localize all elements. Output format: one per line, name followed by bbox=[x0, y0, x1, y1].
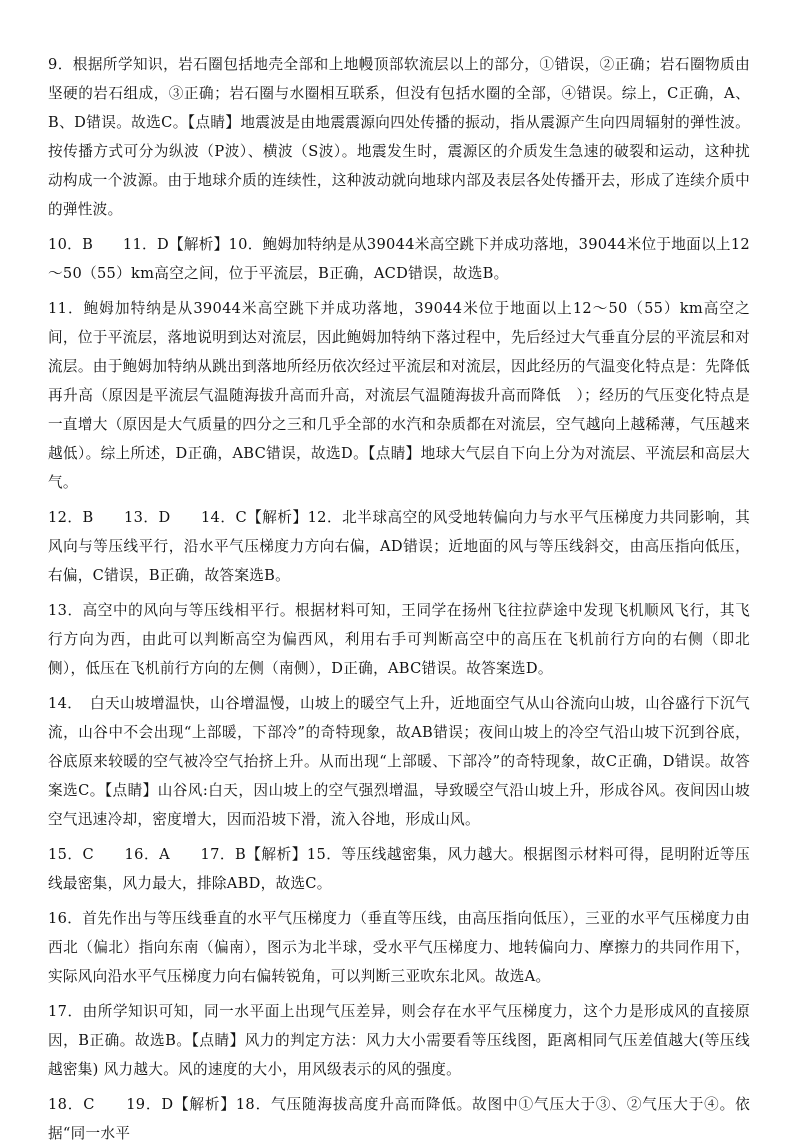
answer-paragraph-9: 9．根据所学知识，岩石圈包括地壳全部和上地幔顶部软流层以上的部分，①错误，②正确；岩石圈物质由坚硬的岩石组成，③正确；岩石圈与水圈相互联系，但没有包括水圈的全部，④错误。综上，C正确，A、B、D错误。故选C。【点睛】地震波是由地震震源向四处传播的振动，指从震源产生向四周辐射的弹性波。按传播方式可分为纵波（P波）、横波（S波）。地震发生时，震源区的介质发生急速的破裂和运动，这种扰动构成一个波源。由于地球介质的连续性，这种波动就向地球内部及表层各处传播开去，形成了连续介质中的弹性波。 bbox=[48, 56, 750, 218]
answer-paragraph-11: 11．鲍姆加特纳是从39044米高空跳下并成功落地，39044米位于地面以上12～50（55）km高空之间，位于平流层，落地说明到达对流层，因此鲍姆加特纳下落过程中，先后经过大气垂直分层的平流层和对流层。由于鲍姆加特纳从跳出到落地所经历依次经过平流层和对流层，因此经历的气温变化特点是：先降低再升高（原因是平流层气温随海拔升高而升高，对流层气温随海拔升高而降低 ）；经历的气压变化特点是一直增大（原因是大气质量的四分之三和几乎全部的水汽和杂质都在对流层，空气越向上越稀薄，气压越来越低）。综上所述，D正确，ABC错误，故选D。【点睛】地球大气层自下向上分为对流层、平流层和高层大气。 bbox=[48, 300, 750, 491]
answer-paragraph-17: 17．由所学知识可知，同一水平面上出现气压差异，则会存在水平气压梯度力，这个力是形成风的直接原因，B正确。故选B。【点睛】风力的判定方法：风力大小需要看等压线图，距离相同气压差值越大(等压线越密集) 风力越大。风的速度的大小，用风级表示的风的强度。 bbox=[48, 1003, 750, 1078]
answer-paragraph-15-17: 15．C 16．A 17．B【解析】15．等压线越密集，风力越大。根据图示材料可得，昆明附近等压线最密集，风力最大，排除ABD，故选C。 bbox=[48, 846, 750, 892]
answer-paragraph-18-19: 18．C 19．D【解析】18．气压随海拔高度升高而降低。故图中①气压大于③、②气压大于④。依据“同一水平 bbox=[48, 1096, 750, 1142]
answer-paragraph-14: 14． 白天山坡增温快，山谷增温慢，山坡上的暖空气上升，近地面空气从山谷流向山坡，山谷盛行下沉气流，山谷中不会出现“上部暖，下部冷”的奇特现象，故AB错误；夜间山坡上的冷空气沿山坡下沉到谷底，谷底原来较暖的空气被冷空气抬挤上升。从而出现“上部暖、下部冷”的奇特现象，故C正确，D错误。故答案选C。【点睛】山谷风:白天，因山坡上的空气强烈增温，导致暖空气沿山坡上升，形成谷风。夜间因山坡空气迅速冷却，密度增大，因而沿坡下滑，流入谷地，形成山风。 bbox=[48, 695, 750, 828]
answer-paragraph-12-14: 12．B 13．D 14．C【解析】12．北半球高空的风受地转偏向力与水平气压梯度力共同影响，其风向与等压线平行，沿水平气压梯度力方向右偏，AD错误；近地面的风与等压线斜交，由高压指向低压，右偏，C错误，B正确，故答案选B。 bbox=[48, 509, 750, 584]
answer-paragraph-10-11: 10．B 11．D【解析】10．鲍姆加特纳是从39044米高空跳下并成功落地，39044米位于地面以上12～50（55）km高空之间，位于平流层，B正确，ACD错误，故选B。 bbox=[48, 236, 750, 282]
answer-paragraph-16: 16．首先作出与等压线垂直的水平气压梯度力（垂直等压线，由高压指向低压），三亚的水平气压梯度力由西北（偏北）指向东南（偏南），图示为北半球，受水平气压梯度力、地转偏向力、摩擦力的共同作用下，实际风向沿水平气压梯度力向右偏转锐角，可以判断三亚吹东北风。故选A。 bbox=[48, 910, 750, 985]
answer-paragraph-13: 13．高空中的风向与等压线相平行。根据材料可知，王同学在扬州飞往拉萨途中发现飞机顺风飞行，其飞行方向为西，由此可以判断高空为偏西风，利用右手可判断高空中的高压在飞机前行方向的右侧（即北侧），低压在飞机前行方向的左侧（南侧），D正确，ABC错误。故答案选D。 bbox=[48, 602, 750, 677]
